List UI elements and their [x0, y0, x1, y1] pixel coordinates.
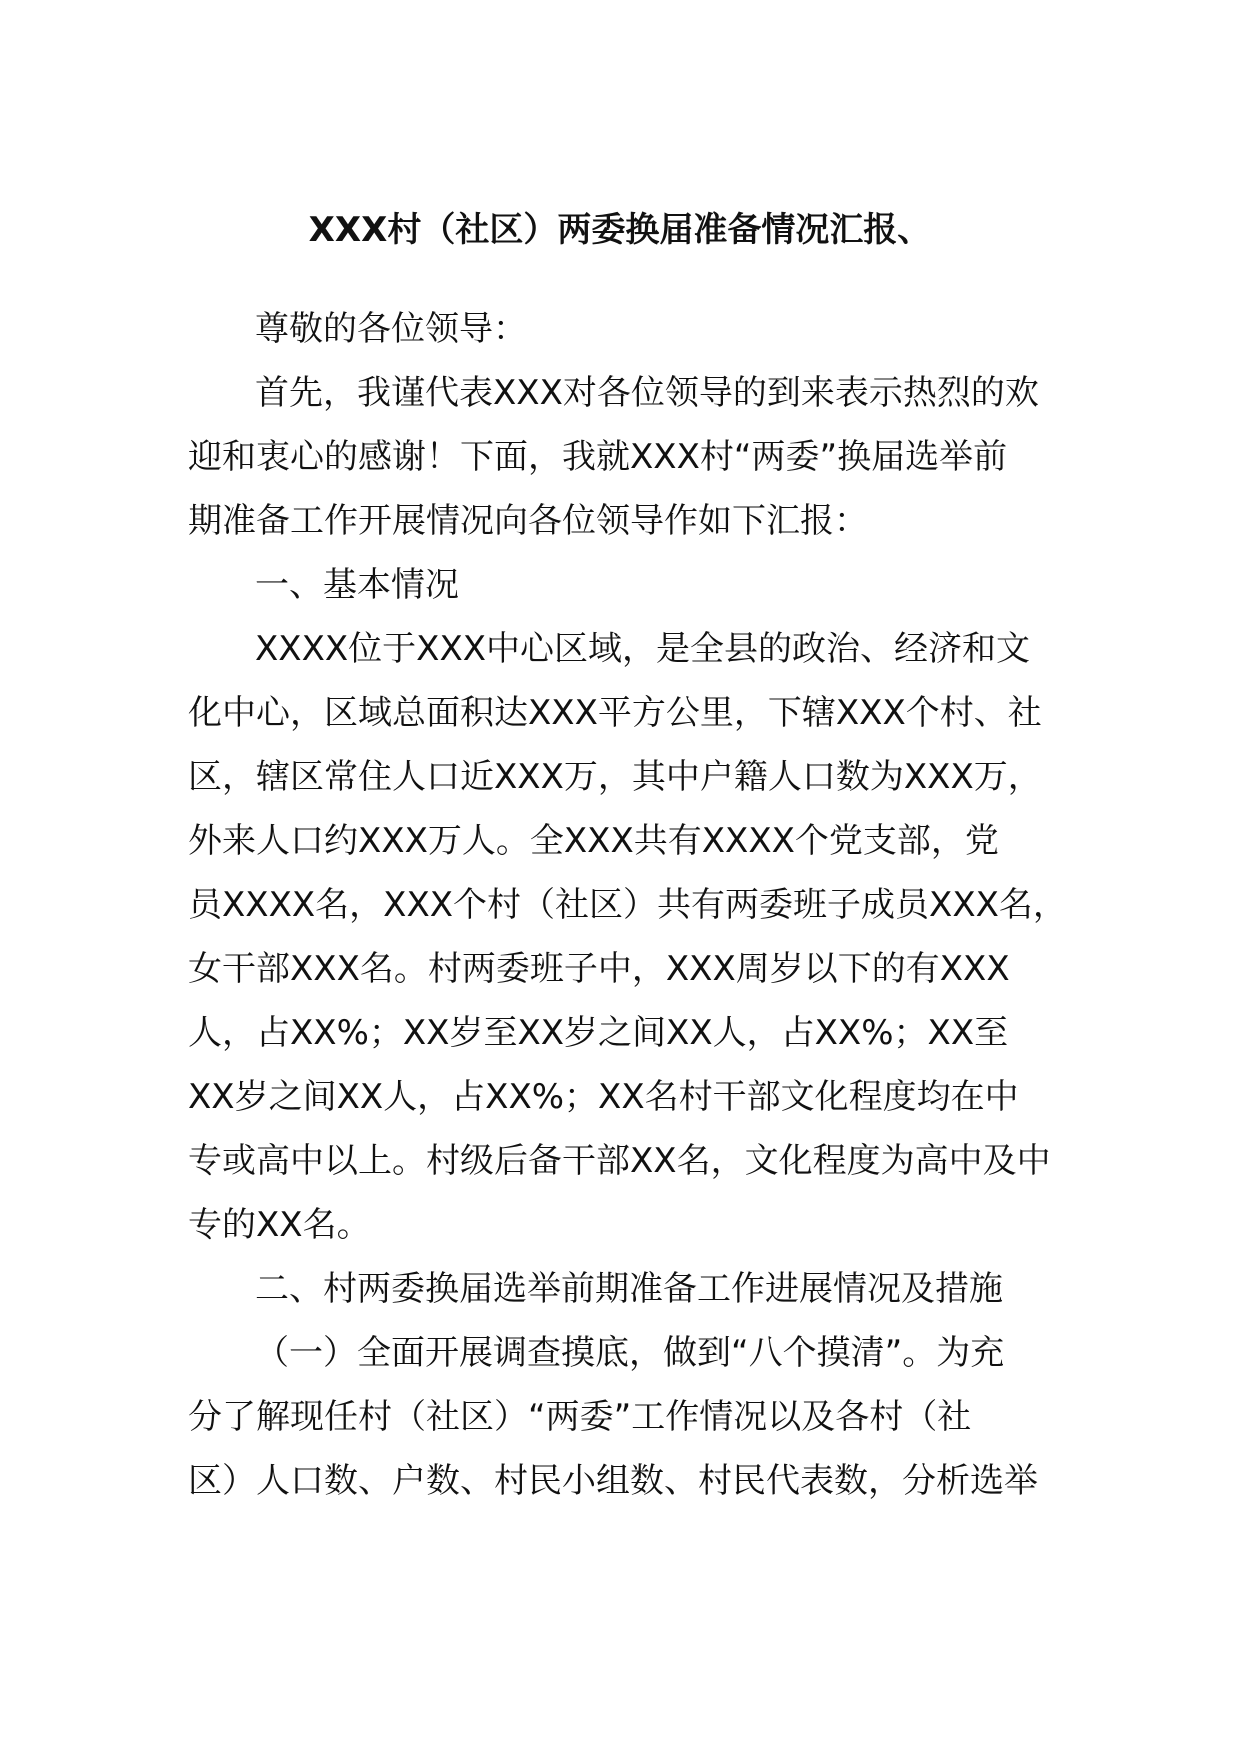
paragraph-line: 女干部XXX名。村两委班子中，XXX周岁以下的有XXX	[188, 949, 1010, 989]
section-heading: 一、基本情况	[255, 565, 459, 605]
paragraph-line: 首先，我谨代表XXX对各位领导的到来表示热烈的欢	[255, 373, 1039, 413]
document-title: XXX村（社区）两委换届准备情况汇报、	[308, 210, 932, 250]
paragraph-line: 专或高中以上。村级后备干部XX名，文化程度为高中及中	[188, 1141, 1051, 1181]
paragraph-line: 员XXXX名，XXX个村（社区）共有两委班子成员XXX名，	[188, 885, 1067, 925]
paragraph-line: 期准备工作开展情况向各位领导作如下汇报：	[188, 501, 868, 541]
paragraph-line: 区，辖区常住人口近XXX万，其中户籍人口数为XXX万，	[188, 757, 1042, 797]
salutation: 尊敬的各位领导：	[255, 309, 527, 349]
paragraph-line: 分了解现任村（社区）“两委”工作情况以及各村（社	[188, 1397, 972, 1437]
paragraph-line: 专的XX名。	[188, 1205, 371, 1245]
paragraph-line: 外来人口约XXX万人。全XXX共有XXXX个党支部，党	[188, 821, 999, 861]
paragraph-line: 人，占XX%；XX岁至XX岁之间XX人，占XX%；XX至	[188, 1013, 1009, 1053]
paragraph-line: 化中心，区域总面积达XXX平方公里，下辖XXX个村、社	[188, 693, 1042, 733]
paragraph-line: 迎和衷心的感谢！下面，我就XXX村“两委”换届选举前	[188, 437, 1008, 477]
paragraph-line: XX岁之间XX人，占XX%；XX名村干部文化程度均在中	[188, 1077, 1019, 1117]
section-heading: 二、村两委换届选举前期准备工作进展情况及措施	[255, 1269, 1003, 1309]
paragraph-line: XXXX位于XXX中心区域，是全县的政治、经济和文	[255, 629, 1031, 669]
paragraph-line: 区）人口数、户数、村民小组数、村民代表数，分析选举	[188, 1461, 1038, 1501]
paragraph-line: （一）全面开展调查摸底，做到“八个摸清”。为充	[255, 1333, 1005, 1373]
